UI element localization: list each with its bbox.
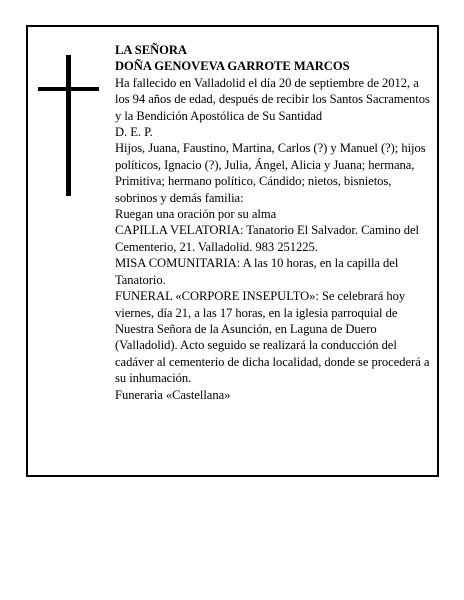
deceased-name: DOÑA GENOVEVA GARROTE MARCOS (115, 59, 350, 74)
prayer-request: Ruegan una oración por su alma (115, 207, 277, 222)
obituary-notice (26, 25, 439, 477)
rip-line: D. E. P. (115, 125, 153, 140)
mass-info: MISA COMUNITARIA: A las 10 horas, en la capilla del Tanatorio. (115, 256, 399, 287)
title-line-1: LA SEÑORA (115, 43, 187, 57)
family-list: Hijos, Juana, Faustino, Martina, Carlos (?) y Manuel (?); hijos políticos, Ignacio (?), Julia, Ángel, Alicia y Juana; hermana, Primitiva; hermano político, Cándido; nietos, bisnietos, sobrinos y demás familia: (115, 141, 426, 205)
funeral-info: FUNERAL «CORPORE INSEPULTO»: Se celebrará hoy viernes, día 21, a las 17 horas, en la iglesia parroquial de Nuestra Señora de la Asunción, en Laguna de Duero (Valladolid). Acto seguido se realizará la conducción del cadáver al cementerio de dicha localidad, donde se procederá a su inhumación. (115, 289, 430, 386)
chapel-info: CAPILLA VELATORIA: Tanatorio El Salvador. Camino del Cementerio, 21. Valladolid. 983 251225. (115, 223, 419, 254)
cross-icon-vertical (66, 55, 71, 196)
funeral-home: Funeraria «Castellana» (115, 387, 231, 402)
death-announcement: Ha fallecido en Valladolid el día 20 de septiembre de 2012, a los 94 años de edad, después de recibir los Santos Sacramentos y la Bendición Apostólica de Su Santidad (115, 75, 430, 123)
obituary-text (115, 42, 433, 403)
cross-icon-horizontal (38, 87, 99, 91)
